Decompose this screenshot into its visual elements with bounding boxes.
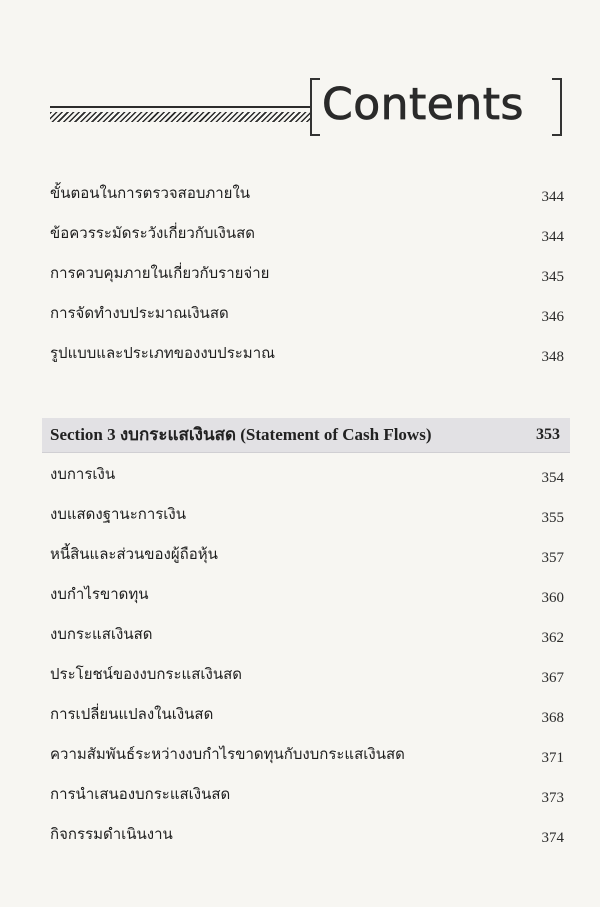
toc-entry-page: 355: [541, 510, 564, 526]
section-heading[interactable]: [42, 418, 570, 453]
toc-entry[interactable]: [50, 738, 564, 770]
section-title: Section 3 งบกระแสเงินสด (Statement of Cash Flows): [50, 425, 432, 444]
toc-entry-label: ประโยชน์ของงบกระแสเงินสด: [50, 665, 242, 683]
toc-entry[interactable]: [50, 658, 564, 690]
header-hatched-rule: [50, 112, 310, 122]
toc-entry[interactable]: [50, 778, 564, 810]
toc-entry-label: การจัดทำงบประมาณเงินสด: [50, 304, 229, 322]
toc-entry[interactable]: [50, 337, 564, 369]
toc-entry[interactable]: [50, 257, 564, 289]
toc-entry[interactable]: [50, 217, 564, 249]
toc-entry-label: รูปแบบและประเภทของงบประมาณ: [50, 344, 276, 362]
toc-entry-page: 367: [541, 670, 564, 686]
toc-entry-page: 371: [541, 750, 564, 766]
toc-entry-label: การเปลี่ยนแปลงในเงินสด: [50, 705, 214, 723]
toc-entry-page: 346: [541, 309, 564, 325]
toc-entry[interactable]: [50, 618, 564, 650]
toc-entry[interactable]: [50, 498, 564, 530]
toc-entry-page: 360: [541, 590, 564, 606]
left-bracket: [310, 78, 320, 136]
toc-entry-label: ขั้นตอนในการตรวจสอบภายใน: [50, 184, 251, 202]
toc-entry[interactable]: [50, 538, 564, 570]
toc-entry-page: 348: [541, 349, 564, 365]
toc-entry[interactable]: [50, 698, 564, 730]
toc-entry[interactable]: [50, 177, 564, 209]
toc-entry-page: 362: [541, 630, 564, 646]
toc-entry-page: 368: [541, 710, 564, 726]
toc-entry-label: กิจกรรมดำเนินงาน: [50, 825, 173, 843]
toc-entry-page: 373: [541, 790, 564, 806]
toc-entry-page: 345: [541, 269, 564, 285]
toc-entry-label: การนำเสนองบกระแสเงินสด: [50, 785, 231, 803]
toc-entry[interactable]: [50, 297, 564, 329]
header-rule: [50, 106, 310, 108]
toc-entry[interactable]: [50, 578, 564, 610]
toc-entry-page: 344: [541, 189, 564, 205]
toc-entry-label: การควบคุมภายในเกี่ยวกับรายจ่าย: [50, 264, 270, 282]
toc-entry-page: 354: [541, 470, 564, 486]
toc-entry-label: งบแสดงฐานะการเงิน: [50, 505, 187, 523]
toc-entry-label: ความสัมพันธ์ระหว่างงบกำไรขาดทุนกับงบกระแสเงินสด: [50, 745, 405, 763]
toc-entry-label: งบกำไรขาดทุน: [50, 585, 149, 603]
toc-entry-page: 344: [541, 229, 564, 245]
section-page: 353: [536, 426, 560, 443]
toc-entry[interactable]: [50, 458, 564, 490]
toc-entry-label: งบการเงิน: [50, 465, 116, 483]
toc-entry-label: งบกระแสเงินสด: [50, 625, 153, 643]
toc-entry-page: 357: [541, 550, 564, 566]
page-title: Contents: [322, 79, 524, 130]
contents-header: [50, 76, 570, 142]
toc-entry-page: 374: [541, 830, 564, 846]
right-bracket: [552, 78, 562, 136]
toc-entry-label: ข้อควรระมัดระวังเกี่ยวกับเงินสด: [50, 224, 256, 242]
toc-entry[interactable]: [50, 818, 564, 850]
toc-entry-label: หนี้สินและส่วนของผู้ถือหุ้น: [50, 545, 218, 563]
